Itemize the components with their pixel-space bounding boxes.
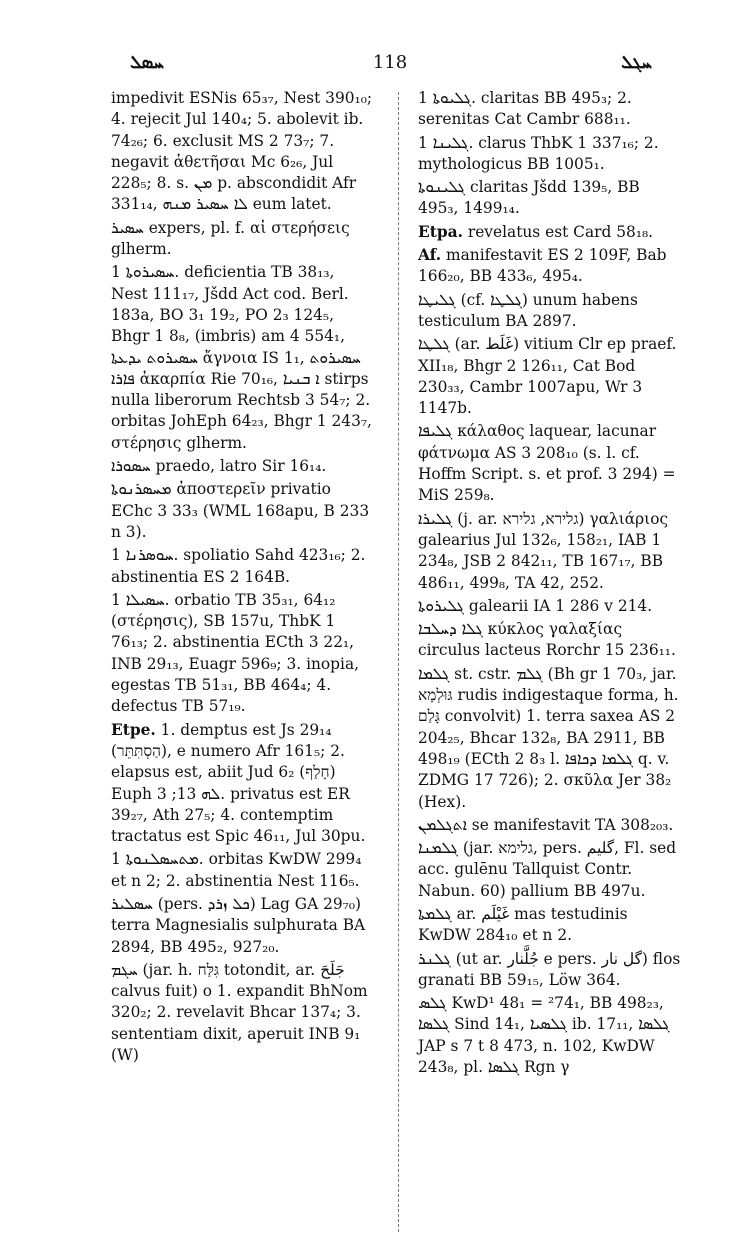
entry: ܓܠܣ KwD¹ 48₁ = ²74₁, BB 498₂₃, ܓܠܣܐ Sind 14₁, ܓܠܣܝܐ ib. 17₁₁, ܓܠܣܐ JAP s 7 t 8 473, n. 102, KwDW 243₈, pl. ܓܠܣܐ Rgn γ <box>418 994 670 1077</box>
entry: ܡܬܚܣܠܢܘܬܐ 1. orbitas KwDW 299₄ et n 2; 2. abstinentia Nest 116₅. <box>111 850 362 890</box>
entry: impedivit ESNis 65₃₇, Nest 390₁₀; 4. rejecit Jul 140₄; 5. abolevit ib. 74₂₆; 6. exclusit MS 2 73₇; 7. negavit ἀθετῆσαι Mc 6₂₆, Jul 228₅; 8. s. ܡܢ p. abscondidit Afr 331₁₄, ܠܐ ܚܣܝܪ ܡܢܗ eum latet. <box>111 89 373 214</box>
entry: ܚܘܣܪܢܐ 1. spoliatio Sahd 423₁₆; 2. abstinentia ES 2 164B. <box>111 546 366 586</box>
entry: ܚܣܝܪ expers, pl. f. αἱ στερήσεις glherm. <box>111 218 350 259</box>
entry: ܓܠܐ ܕܚܠܒܐ κύκλος γαλαξίας circulus lacteus Rorchr 15 236₁₁. <box>418 620 676 660</box>
right-column <box>418 88 684 1080</box>
entry: ܓܠܝܛܐ (cf. ܓܠܛܐ) unum habens testiculum BA 2897. <box>418 290 638 330</box>
entry: ܓܠܡܢܐ (jar. גלימא, pers. گلیم, Fl. sed acc. gulēnu Tallquist Contr. Nabun. 60) pallium BB 497u. <box>418 839 677 900</box>
entry: ܓܠܢܪ (ut ar. جُلَّنار e pers. گل نار) flos granati BB 59₁₅, Löw 364. <box>418 949 681 989</box>
entry: ܓܠܛܐ (ar. غَلَط) vitium Clr ep praef. XII₁₈, Bhgr 2 126₁₁, Cat Bod 230₃₃, Cambr 1007apu, Wr 3 1147b. <box>418 335 677 418</box>
entry: ܚܣܝܪܘܬܐ 1. deficientia TB 38₁₃, Nest 111₁₇, Jšdd Act cod. Berl. 183a, BO 3₁ 19₂, PO 2₃ 124₅, Bhgr 1 8₈, (imbris) am 4 554₁, ܚܣܝܪܘܬ ܝܕܥܬܐ ἄγνοια IS 1₁, ܚܣܝܪܘܬ ܦܐܪܐ ἀκαρπία Rie 70₁₆, ܐ ܒܢܝܐ stirps nulla liberorum Rechtsb 3 54₇; 2. orbitas JohEph 64₂₃, Bhgr 1 243₇, στέρησις glherm. <box>111 263 372 452</box>
left-column <box>111 88 373 1068</box>
entry: Af. manifestavit ES 2 109F, Bab 166₂₀, BB 433₆, 495₄. <box>418 246 667 286</box>
entry: ܓܠܝܢܘܬܐ claritas Jšdd 139₅, BB 495₃, 1499₁₄. <box>418 178 640 218</box>
entry: ܚܣܘܪܐ praedo, latro Sir 16₁₄. <box>111 457 327 476</box>
entry: ܡܚܣܪܢܘܬܐ ἀποστερεῖν privatio EChc 3 33₃ (WML 168apu, B 233 n 3). <box>111 480 370 541</box>
entry: ܐܬܓܠܡܢ se manifestavit TA 308₂₀₃. <box>418 815 674 834</box>
entry: ܚܣܠܝܪ (pers. ܟܠ ܙܪܕ) Lag GA 29₇₀) terra Magnesialis sulphurata BA 2894, BB 495₂, 927₂₀. <box>111 894 366 956</box>
header-right-word: ܚܓܠ <box>621 52 652 73</box>
page-number: 118 <box>372 52 408 73</box>
entry: ܚܓܡ (jar. h. גִּלַּח totondit, ar. جَلَحَ calvus fuit) o 1. expandit BhNom 320₂; 2. revelavit Bhcar 137₄; 3. sententiam dixit, aperuit INB 9₁ (W) <box>111 960 368 1065</box>
entry: ܓܠܝܦܐ κάλαθος laquear, lacunar φάτνωμα AS 3 208₁₀ (s. l. cf. Hoffm Script. s. et prof. 3 294) = MiS 259₈. <box>418 422 676 505</box>
page-header <box>110 48 670 78</box>
entry: Etpe. 1. demptus est Js 29₁₄ (הַסְתִּתֵּר), e numero Afr 161₅; 2. elapsus est, abiit Jud 6₂ (חָלַף) Euph ܠܗ 13; 3. privatus est ER 39₂₇, Ath 27₅; 4. contemptim tractatus est Spic 46₁₁, Jul 30pu. <box>111 720 366 846</box>
stem-label: Af. <box>418 246 442 265</box>
entry: ܓܠܝܪܘܬܐ galearii IA 1 286 v 214. <box>418 596 653 615</box>
entry: ܓܠܡܐ st. cstr. ܓܠܡ (Bh gr 1 70₃, jar. גּוּלְמָא rudis indigestaque forma, h. גָּלַם convolvit) 1. terra saxea AS 2 204₂₅, Bhcar 132₈, BA 2911, BB 498₁₉ (ECth 2 8₃ l. ܓܠܡܐ ܕܟܐܦܐ q. v. ZDMG 17 726); 2. σκῦλα Jer 38₂ (Hex). <box>418 664 679 811</box>
stem-label: Etpe. <box>111 720 156 739</box>
entry: Etpa. revelatus est Card 58₁₈. <box>418 222 654 241</box>
entry: ܓܠܝܢܐ 1. clarus ThbK 1 337₁₆; 2. mythologicus BB 1005₁. <box>418 133 659 173</box>
header-left-word: ܚܣܠ <box>130 52 164 73</box>
column-divider <box>398 92 399 1232</box>
entry: ܓܠܝܘܬܐ 1. claritas BB 495₃; 2. serenitas Cat Cambr 688₁₁. <box>418 89 632 129</box>
entry: ܓܠܡܬܐ ar. غَيْلَم mas testudinis KwDW 284₁₀ et n 2. <box>418 904 628 945</box>
entry: ܓܠܝܪܐ (j. ar. גלירא, גלירא) γαλιάριος galearius Jul 132₆, 158₂₁, IAB 1 234₈, JSB 2 842₁₁, TB 167₁₇, BB 486₁₁, 499₈, TA 42, 252. <box>418 509 669 592</box>
stem-label: Etpa. <box>418 222 463 241</box>
entry: ܚܣܝܠܐ 1. orbatio TB 35₃₁, 64₁₂ (στέρησις), SB 157u, ThbK 1 76₁₃; 2. abstinentia ECth 3 22₁, INB 29₁₃, Euagr 596₉; 3. inopia, egestas TB 51₃₁, BB 464₄; 4. defectus TB 57₁₉. <box>111 590 360 716</box>
